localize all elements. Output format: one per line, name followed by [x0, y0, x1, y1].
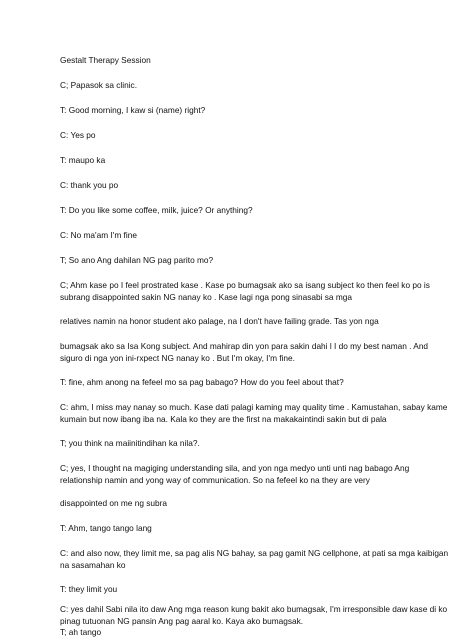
dialogue-line: T; you think na maiinitindihan ka nila?.: [60, 438, 200, 448]
dialogue-line: disappointed on me ng subra: [60, 498, 168, 508]
dialogue-line: C: thank you po: [60, 180, 119, 190]
dialogue-line: relatives namin na honor student ako palage, na I don't have failing grade. Tas yon nga: [60, 316, 379, 326]
dialogue-line: C; yes, I thought na magiging understanding sila, and yon nga medyo unti unti nag babago Ang: [60, 463, 410, 473]
dialogue-line: subrang disappointed sakin NG nanay ko . Kase lagi nga pong sinasabi sa mga: [60, 292, 352, 302]
dialogue-line: C: No ma'am I'm fine: [60, 230, 137, 240]
session-title: Gestalt Therapy Session: [60, 55, 151, 65]
dialogue-line: C: ahm, I miss may nanay so much. Kase dati palagi kaming may quality time . Kamustahan, sabay kame: [60, 402, 448, 412]
dialogue-line: C: and also now, they limit me, sa pag alis NG bahay, sa pag gamit NG cellphone, at pati sa mga kaibigan: [60, 548, 449, 558]
dialogue-line: relationship namin and yong way of communication. So na fefeel ko na they are very: [60, 475, 370, 485]
dialogue-line: C; Papasok sa clinic.: [60, 80, 138, 90]
dialogue-line: na sasamahan ko: [60, 560, 126, 570]
dialogue-line: pinag tutuonan NG pansin Ang pag aaral ko. Kaya ako bumagsak.: [60, 616, 304, 626]
dialogue-line: T: Do you like some coffee, milk, juice? Or anything?: [60, 205, 253, 215]
dialogue-line: T: Ahm, tango tango lang: [60, 523, 152, 533]
dialogue-line: C: yes dahil Sabi nila ito daw Ang mga reason kung bakit ako bumagsak, I'm irresponsible daw kase di ko: [60, 604, 448, 614]
dialogue-line: bumagsak ako sa Isa Kong subject. And mahirap din yon para sakin dahi l I do my best naman . And: [60, 341, 429, 351]
dialogue-line: T: Good morning, I kaw si (name) right?: [60, 105, 206, 115]
dialogue-line: T: they limit you: [60, 584, 118, 594]
dialogue-line: C: Yes po: [60, 130, 96, 140]
dialogue-line: T: maupo ka: [60, 155, 106, 165]
dialogue-line: siguro di nga yon ini-rxpect NG nanay ko . But I'm okay, I'm fine.: [60, 353, 295, 363]
dialogue-line: C; Ahm kase po I feel prostrated kase . Kase po bumagsak ako sa isang subject ko then feel ko po is: [60, 280, 430, 290]
dialogue-line: T: fine, ahm anong na fefeel mo sa pag babago? How do you feel about that?: [60, 377, 344, 387]
dialogue-line: kumain but now ibang iba na. Kala ko they are the first na makakaintindi sakin but di pala: [60, 414, 387, 424]
dialogue-line: T; ah tango: [60, 627, 102, 637]
dialogue-line: T; So ano Ang dahilan NG pag parito mo?: [60, 255, 214, 265]
